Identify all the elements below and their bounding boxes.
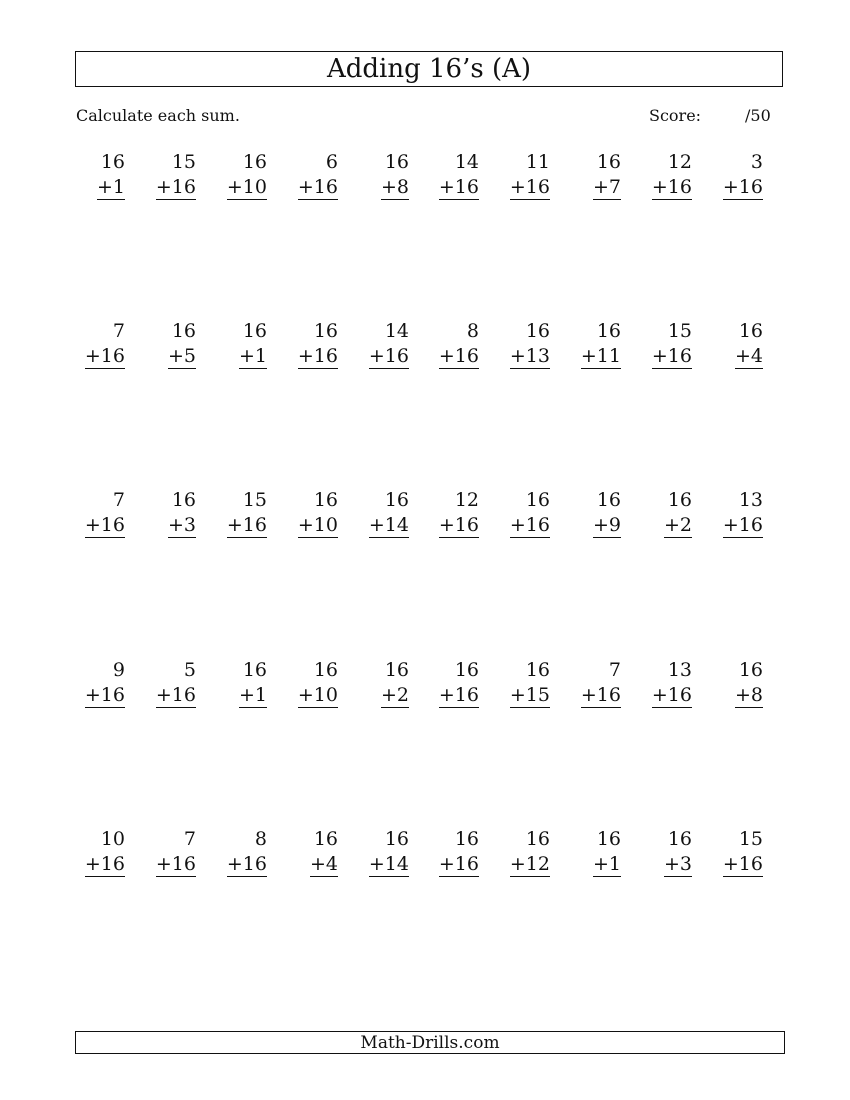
addition-problem (209, 488, 269, 544)
addition-problem (492, 319, 552, 375)
top-addend: 16 (525, 828, 550, 850)
bottom-addend-line (209, 344, 269, 369)
bottom-addend: +1 (238, 684, 267, 706)
top-addend: 16 (667, 828, 692, 850)
top-addend: 16 (454, 828, 479, 850)
bottom-addend: +14 (368, 853, 409, 875)
bottom-addend-line (209, 852, 269, 877)
bottom-addend: +4 (734, 345, 763, 367)
bottom-addend: +7 (592, 176, 621, 198)
bottom-addend: +11 (580, 345, 621, 367)
top-addend: 16 (667, 489, 692, 511)
footer-box (75, 1031, 785, 1054)
addition-problem (421, 488, 481, 544)
addition-problem (351, 319, 411, 375)
addition-problem (138, 319, 198, 375)
bottom-addend: +16 (722, 853, 763, 875)
addition-problem (67, 827, 127, 883)
bottom-addend: +16 (509, 514, 550, 536)
bottom-addend-line (421, 852, 481, 877)
bottom-addend-line (138, 683, 198, 708)
top-addend: 3 (750, 151, 763, 173)
bottom-addend: +16 (155, 684, 196, 706)
bottom-addend-line (67, 344, 127, 369)
bottom-addend-line (421, 513, 481, 538)
addition-problem (705, 658, 765, 714)
bottom-addend-line (705, 852, 765, 877)
bottom-addend-line (280, 175, 340, 200)
addition-problem (705, 319, 765, 375)
bottom-addend: +8 (734, 684, 763, 706)
addition-problem (138, 658, 198, 714)
problem-row (75, 319, 785, 379)
bottom-addend-line (634, 175, 694, 200)
bottom-addend-line (280, 513, 340, 538)
top-addend: 16 (242, 659, 267, 681)
bottom-addend-line (563, 175, 623, 200)
bottom-addend: +10 (226, 176, 267, 198)
top-addend: 7 (112, 489, 125, 511)
bottom-addend-line (705, 175, 765, 200)
bottom-addend-line (280, 683, 340, 708)
top-addend: 16 (525, 659, 550, 681)
top-addend: 15 (171, 151, 196, 173)
bottom-addend: +2 (380, 684, 409, 706)
bottom-addend-line (280, 852, 340, 877)
top-addend: 16 (100, 151, 125, 173)
top-addend: 6 (325, 151, 338, 173)
top-addend: 16 (596, 151, 621, 173)
top-addend: 16 (171, 320, 196, 342)
bottom-addend: +10 (297, 514, 338, 536)
top-addend: 16 (384, 489, 409, 511)
problem-row (75, 150, 785, 210)
addition-problem (563, 150, 623, 206)
top-addend: 16 (313, 320, 338, 342)
addition-problem (705, 150, 765, 206)
instruction-text: Calculate each sum. (76, 106, 240, 125)
bottom-addend: +10 (297, 684, 338, 706)
bottom-addend: +16 (651, 684, 692, 706)
bottom-addend-line (705, 683, 765, 708)
bottom-addend-line (67, 852, 127, 877)
bottom-addend-line (563, 852, 623, 877)
worksheet-title-box (75, 51, 783, 87)
addition-problem (421, 319, 481, 375)
addition-problem (634, 488, 694, 544)
bottom-addend: +16 (368, 345, 409, 367)
addition-problem (209, 150, 269, 206)
top-addend: 11 (525, 151, 550, 173)
top-addend: 16 (384, 151, 409, 173)
bottom-addend-line (634, 513, 694, 538)
bottom-addend: +9 (592, 514, 621, 536)
bottom-addend: +5 (167, 345, 196, 367)
addition-problem (563, 827, 623, 883)
top-addend: 12 (454, 489, 479, 511)
top-addend: 16 (384, 828, 409, 850)
addition-problem (634, 319, 694, 375)
bottom-addend-line (351, 683, 411, 708)
addition-problem (634, 658, 694, 714)
bottom-addend: +15 (509, 684, 550, 706)
top-addend: 16 (596, 828, 621, 850)
top-addend: 9 (112, 659, 125, 681)
addition-problem (280, 319, 340, 375)
bottom-addend-line (492, 344, 552, 369)
addition-problem (634, 150, 694, 206)
addition-problem (209, 319, 269, 375)
bottom-addend: +14 (368, 514, 409, 536)
bottom-addend-line (351, 175, 411, 200)
top-addend: 16 (242, 320, 267, 342)
bottom-addend: +16 (155, 176, 196, 198)
problem-row (75, 488, 785, 548)
top-addend: 16 (313, 828, 338, 850)
top-addend: 16 (525, 489, 550, 511)
top-addend: 7 (608, 659, 621, 681)
bottom-addend: +16 (84, 514, 125, 536)
problem-row (75, 658, 785, 718)
addition-problem (138, 827, 198, 883)
top-addend: 10 (100, 828, 125, 850)
addition-problem (421, 827, 481, 883)
score-total: /50 (745, 106, 771, 125)
addition-problem (563, 319, 623, 375)
bottom-addend: +1 (592, 853, 621, 875)
addition-problem (421, 150, 481, 206)
top-addend: 16 (525, 320, 550, 342)
bottom-addend: +3 (167, 514, 196, 536)
addition-problem (138, 488, 198, 544)
top-addend: 16 (454, 659, 479, 681)
top-addend: 16 (313, 659, 338, 681)
addition-problem (67, 658, 127, 714)
top-addend: 16 (738, 320, 763, 342)
bottom-addend-line (563, 683, 623, 708)
addition-problem (421, 658, 481, 714)
bottom-addend-line (67, 513, 127, 538)
top-addend: 12 (667, 151, 692, 173)
addition-problem (705, 827, 765, 883)
bottom-addend: +8 (380, 176, 409, 198)
top-addend: 16 (313, 489, 338, 511)
bottom-addend-line (138, 852, 198, 877)
top-addend: 8 (466, 320, 479, 342)
bottom-addend-line (492, 683, 552, 708)
bottom-addend: +16 (722, 514, 763, 536)
bottom-addend: +13 (509, 345, 550, 367)
bottom-addend-line (421, 344, 481, 369)
top-addend: 7 (183, 828, 196, 850)
bottom-addend: +1 (96, 176, 125, 198)
bottom-addend: +16 (580, 684, 621, 706)
bottom-addend: +16 (722, 176, 763, 198)
bottom-addend: +16 (226, 514, 267, 536)
bottom-addend-line (209, 175, 269, 200)
bottom-addend-line (209, 513, 269, 538)
bottom-addend: +16 (297, 345, 338, 367)
bottom-addend: +12 (509, 853, 550, 875)
problem-row (75, 827, 785, 887)
bottom-addend: +16 (438, 684, 479, 706)
bottom-addend-line (634, 344, 694, 369)
footer-site-name: Math-Drills.com (360, 1032, 500, 1053)
addition-problem (209, 658, 269, 714)
bottom-addend: +16 (84, 345, 125, 367)
top-addend: 15 (738, 828, 763, 850)
addition-problem (563, 658, 623, 714)
addition-problem (280, 827, 340, 883)
bottom-addend: +1 (238, 345, 267, 367)
addition-problem (67, 488, 127, 544)
bottom-addend-line (421, 175, 481, 200)
bottom-addend-line (563, 513, 623, 538)
bottom-addend-line (705, 513, 765, 538)
bottom-addend-line (421, 683, 481, 708)
bottom-addend: +16 (226, 853, 267, 875)
problem-grid (75, 150, 785, 895)
worksheet-title: Adding 16’s (A) (326, 54, 532, 84)
bottom-addend: +2 (663, 514, 692, 536)
bottom-addend: +16 (438, 345, 479, 367)
bottom-addend-line (351, 852, 411, 877)
addition-problem (67, 150, 127, 206)
bottom-addend-line (634, 852, 694, 877)
top-addend: 16 (384, 659, 409, 681)
addition-problem (280, 658, 340, 714)
bottom-addend-line (351, 344, 411, 369)
top-addend: 15 (242, 489, 267, 511)
top-addend: 16 (242, 151, 267, 173)
top-addend: 16 (738, 659, 763, 681)
bottom-addend-line (563, 344, 623, 369)
bottom-addend-line (492, 852, 552, 877)
bottom-addend: +4 (309, 853, 338, 875)
addition-problem (492, 658, 552, 714)
top-addend: 14 (384, 320, 409, 342)
bottom-addend-line (351, 513, 411, 538)
top-addend: 16 (596, 320, 621, 342)
addition-problem (351, 827, 411, 883)
top-addend: 8 (254, 828, 267, 850)
top-addend: 16 (596, 489, 621, 511)
addition-problem (209, 827, 269, 883)
bottom-addend: +3 (663, 853, 692, 875)
bottom-addend-line (492, 175, 552, 200)
addition-problem (280, 488, 340, 544)
addition-problem (138, 150, 198, 206)
bottom-addend: +16 (297, 176, 338, 198)
bottom-addend-line (67, 683, 127, 708)
addition-problem (351, 150, 411, 206)
bottom-addend-line (67, 175, 127, 200)
addition-problem (351, 488, 411, 544)
addition-problem (705, 488, 765, 544)
top-addend: 5 (183, 659, 196, 681)
bottom-addend: +16 (509, 176, 550, 198)
top-addend: 7 (112, 320, 125, 342)
bottom-addend: +16 (84, 684, 125, 706)
bottom-addend: +16 (651, 176, 692, 198)
addition-problem (492, 150, 552, 206)
top-addend: 16 (171, 489, 196, 511)
bottom-addend: +16 (438, 853, 479, 875)
addition-problem (67, 319, 127, 375)
addition-problem (492, 827, 552, 883)
top-addend: 14 (454, 151, 479, 173)
bottom-addend-line (138, 344, 198, 369)
bottom-addend: +16 (155, 853, 196, 875)
bottom-addend: +16 (651, 345, 692, 367)
bottom-addend-line (209, 683, 269, 708)
bottom-addend: +16 (84, 853, 125, 875)
addition-problem (280, 150, 340, 206)
bottom-addend-line (280, 344, 340, 369)
bottom-addend-line (634, 683, 694, 708)
top-addend: 13 (667, 659, 692, 681)
addition-problem (492, 488, 552, 544)
addition-problem (351, 658, 411, 714)
bottom-addend-line (138, 175, 198, 200)
bottom-addend-line (138, 513, 198, 538)
addition-problem (563, 488, 623, 544)
bottom-addend-line (492, 513, 552, 538)
addition-problem (634, 827, 694, 883)
bottom-addend: +16 (438, 176, 479, 198)
top-addend: 13 (738, 489, 763, 511)
bottom-addend-line (705, 344, 765, 369)
score-label: Score: (649, 106, 702, 125)
bottom-addend: +16 (438, 514, 479, 536)
top-addend: 15 (667, 320, 692, 342)
